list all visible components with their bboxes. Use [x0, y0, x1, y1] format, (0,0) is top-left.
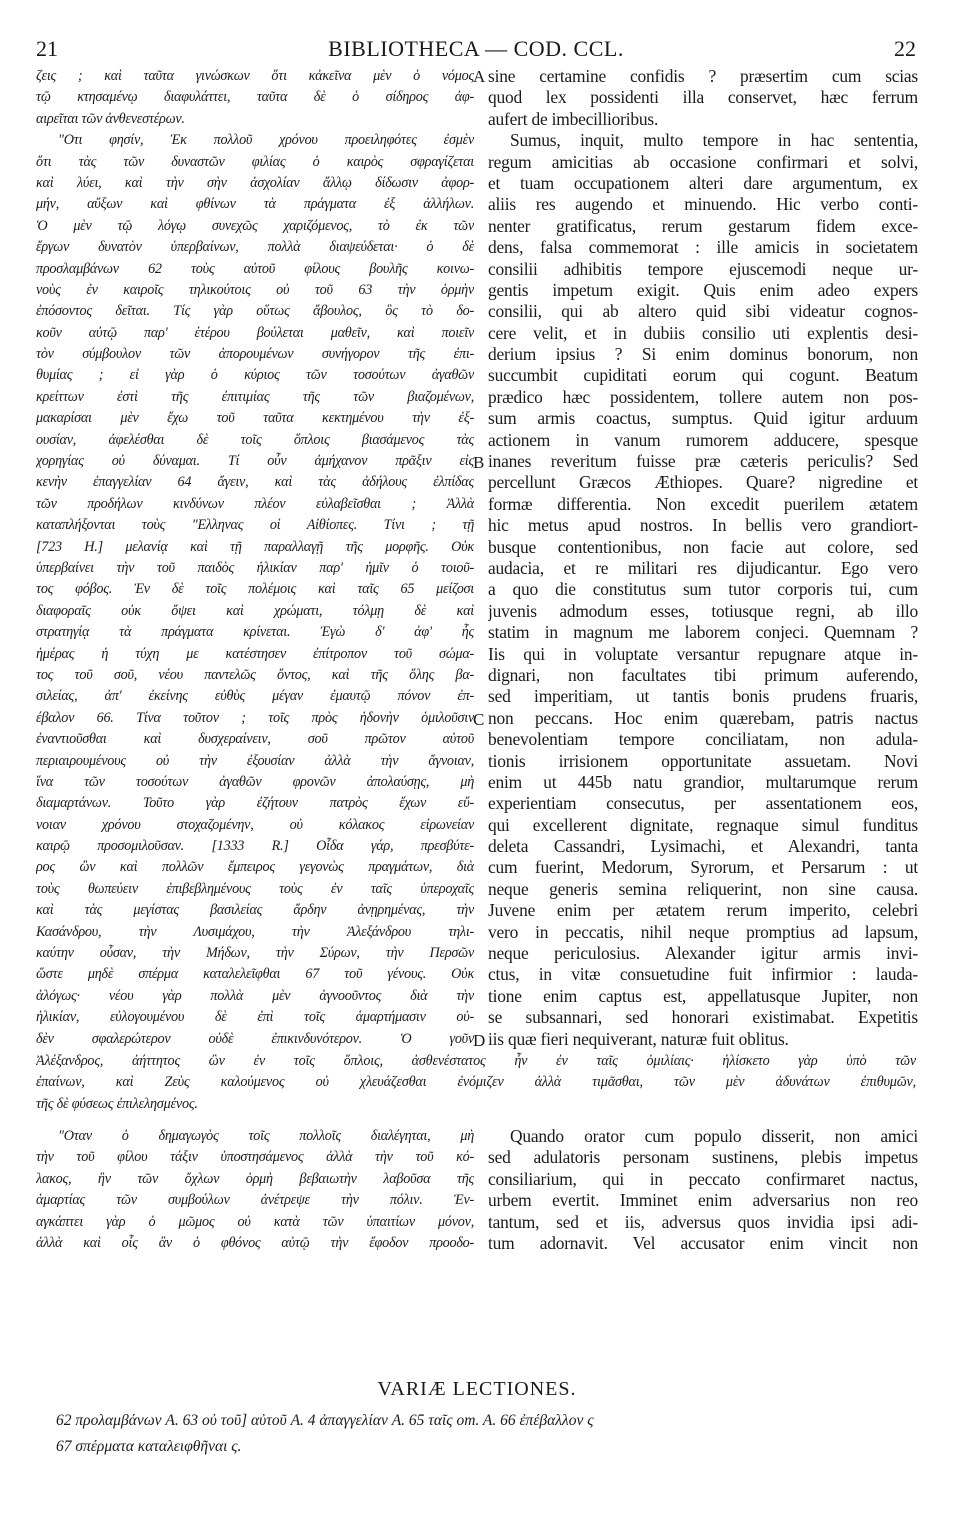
- greek-line: ὑπερβαίνει τὴν τοῦ παιδὸς ἡλικίαν παρ' ἡμῖν ὁ τοιοῦ-: [36, 559, 474, 576]
- margin-letter-d: D: [473, 1031, 486, 1050]
- greek-line: περιαιρουμένους οὐ τὴν ἐξουσίαν ἀλλὰ τὴν ἄγνοιαν,: [36, 752, 474, 769]
- greek-line: ὥστε μηδὲ σπέρμα καταλελεῖφθαι 67 τοῦ γένους. Οὐκ: [36, 966, 474, 983]
- greek-line: κρείττων ἐστὶ τῆς ἐπιτιμίας τῆς τῶν βιαζομένων,: [36, 388, 474, 405]
- greek-line: κοῦν αὐτῷ παρ' ἑτέρου βούλεται μαθεῖν, καὶ ποιεῖν: [36, 324, 474, 341]
- latin-line: qui excellerent dignitate, regnaque simul funditus: [488, 814, 918, 835]
- latin-line: a quo die constitutus sum tutor corporis tui, cum: [488, 579, 918, 600]
- greek-line: τῶν προδήλων κινδύνων πλέον εὐλαβεῖσθαι ; Ἀλλὰ: [36, 495, 474, 512]
- greek-line: καταπλήξονται τοὺς "Ελληνας οἱ Αἰθίοπες. Τίνι ; τῇ: [36, 517, 474, 534]
- greek-line: ἐπόσοντος δεῖται. Τίς γὰρ οὕτως ἄβουλος, ὃς τὸ δο-: [36, 303, 474, 320]
- greek-line: ἁμαρτίας τῶν συμβούλων ἀνέτρεψε τὴν πόλιν. Ἐν-: [36, 1192, 474, 1209]
- greek-line: τος τοῦ σοῦ, νέου παντελῶς ὄντος, καὶ τῆς ὅλης βα-: [36, 666, 474, 683]
- variae-lectiones-title: VARIÆ LECTIONES.: [377, 1378, 577, 1400]
- greek-line: δὲν σφαλερώτερον οὐδὲ ἐπικινδυνότερον. Ὁ γοῦν: [36, 1030, 474, 1047]
- latin-line: dens, falsa commemorat : ille amicis in societatem: [488, 237, 918, 258]
- page-number-right: 22: [894, 36, 916, 61]
- latin-line: urbem evertit. Imminet enim adversarius non reo: [488, 1190, 918, 1211]
- greek-line: έβαλον 66. Τίνα τοῦτον ; τοῖς πρὸς ἡδονὴν ὁμιλοῦσιν: [36, 709, 474, 726]
- greek-line: κενὴν ἐπαγγελίαν 64 ἄγειν, καὶ τὰς ἀδήλους ἐλπίδας: [36, 474, 474, 491]
- variae-lectiones: [56, 1408, 916, 1460]
- latin-line: deleta Cassandri, Lysimachi, et Alexandri, tanta: [488, 836, 918, 857]
- latin-line: sed imperitiam, ut tantis bonis prudens fruaris,: [488, 686, 918, 707]
- latin-line: hic metus apud nostros. In bellis vero grandiort-: [488, 515, 918, 536]
- greek-line: ἔργων δυνατὸν ὑπερβαίνων, πολλὰ διαψεύδεται· ὁ δὲ: [36, 239, 474, 256]
- greek-line: ουσίαν, ἀφελέσθαι δὲ τοῖς ὅπλοις βιασάμενος τὰς: [36, 431, 474, 448]
- latin-line: sine certamine confidis ? præsertim cum scias: [488, 66, 918, 86]
- greek-line: ἡλικίαν, εὐλογουμένου δὲ ἐπὶ τοῖς ἁμαρτήμασιν οὐ-: [36, 1009, 474, 1026]
- latin-line: tum adornavit. Vel accusator enim vincit non: [488, 1232, 918, 1253]
- greek-column-second: [36, 1126, 474, 1254]
- greek-line: ὅτι τὰς τῶν δυναστῶν φιλίας ὁ καιρὸς σφραγίζεται: [36, 153, 474, 170]
- latin-line: cere velit, et in dubiis consilio uti explentis desi-: [488, 322, 918, 343]
- greek-line: λακος, ἣν τῶν ὄχλων ὁρμὴ βεβαιωτὴν λαβοῦσα τῆς: [36, 1170, 474, 1187]
- latin-line: dignari, non facultates tibi primum auferendo,: [488, 664, 918, 685]
- greek-line: Κασάνδρου, τὴν Λυσιμάχου, τὴν Ἀλεξάνδρου τηλι-: [36, 923, 474, 940]
- latin-line: se subsannari, sed honorari existimabat. Expetitis: [488, 1007, 918, 1028]
- variant-reading-line: 62 προλαμβάνων A. 63 οὐ τοῦ] αὐτοῦ A. 4 ἀπαγγελίαν A. 65 ταῖς om. A. 66 ἐπέβαλλον ς: [56, 1412, 594, 1429]
- latin-line: inanes reveritum fuisse præ cæteris periculis? Sed: [488, 451, 918, 472]
- greek-line: καύτην οὖσαν, τὴν Μήδων, τὴν Σύρων, τὴν Περσῶν: [36, 945, 474, 962]
- greek-line: μήν, αὔξων καὶ φθίνων τὰ πράγματα ἐξ ἀλλήλων.: [36, 196, 474, 213]
- greek-line: αγκάπτει γὰρ ὁ μῶμος οὐ κατὰ τῶν ὑπαιτίων μόνον,: [36, 1213, 474, 1230]
- latin-line: tione enim captus est, appellatusque Jupiter, non: [488, 985, 918, 1006]
- latin-line: Iis qui in voluptate versantur repugnare atque in-: [488, 643, 918, 664]
- latin-line: percellunt Græcos Æthiopes. Quare? nigredine et: [488, 472, 918, 493]
- greek-line: τῷ κτησαμένῳ διαφυλάττει, ταῦτα δὲ ὁ σίδηρος ἀφ-: [36, 89, 474, 106]
- latin-line: sum armis coactus, sumptus. Quid igitur arduum: [488, 408, 918, 429]
- latin-column-second: [488, 1126, 918, 1254]
- greek-line: ἀλλὰ καὶ οἷς ἂν ὁ φθόνος αὐτῷ τὴν ἔφοδον προοδο-: [36, 1234, 474, 1251]
- greek-line: ἡμέρας ἡ τύχη με κατέστησεν ἐπίτροπον τοῦ σώμα-: [36, 645, 474, 662]
- greek-line: Ὁ μὲν τῷ λόγῳ συνεχῶς χαριζόμενος, τὸ ἐκ τῶν: [36, 217, 474, 234]
- greek-line: "Οτι φησίν, Ἐκ πολλοῦ χρόνου προειληφότες ἐσμὲν: [58, 132, 474, 149]
- wide-line: τῆς δὲ φύσεως ἐπιλελησμένος.: [36, 1095, 198, 1112]
- page-number-left: 21: [36, 36, 58, 61]
- latin-line: derium ipsius ? Si enim dominus bonorum, non: [488, 344, 918, 365]
- greek-line: τὴν τοῦ φίλου τάξιν ὑποστησάμενος ἀλλὰ τὴν τοῦ κό-: [36, 1149, 474, 1166]
- greek-line: τὸν σύμβουλον τῶν ἀπορουμένων συνήγορον τῆς ἐπι-: [36, 346, 474, 363]
- greek-line: ζεις ; καὶ ταῦτα γινώσκων ὅτι κἀκεῖνα μὲν ὁ νόμος: [36, 68, 474, 84]
- greek-line: ἵνα τῶν τοσούτων ἀγαθῶν φρονῶν ἀπολαύσῃς, μὴ: [36, 773, 474, 790]
- latin-line: consilii, qui ab altero quid sibi videatur cognos-: [488, 301, 918, 322]
- latin-line: benevolentiam tempore conciliatam, non adula-: [488, 729, 918, 750]
- latin-line: busque contentionibus, non facie aut colore, sed: [488, 536, 918, 557]
- latin-line: regum amicitias ab occasione confirmari et solvi,: [488, 151, 918, 172]
- greek-line: νοιαν χρόνου στοχαζομένην, οὐ κόλακος εἰρωνείαν: [36, 816, 474, 833]
- wide-line: Ἀλέξανδρος, ἀήττητος ὢν ἐν τοῖς ὅπλοις, ἀσθενέστατος ἦν ἐν ταῖς ὁμιλίαις· ἡλίσκετο γὰρ ὑπὸ τῶν: [36, 1053, 916, 1069]
- latin-column: [488, 66, 918, 1050]
- latin-line: ctus, in vitæ consuetudine fuit infirmior : lauda-: [488, 964, 918, 985]
- latin-line: tionis irrisionem opportunitate assuetam. Novi: [488, 750, 918, 771]
- greek-line: διαφοραῖς οὐκ ὄψει καὶ χρώματι, τόλμῃ δὲ καὶ: [36, 602, 474, 619]
- greek-line: τοὺς θωπεύειν ἐπιβεβλημένους τοὺς ἐν ταῖς ὑπεροχαῖς: [36, 880, 474, 897]
- full-width-passage: [36, 1051, 916, 1115]
- latin-line: experientiam consecutus, per assentationem eos,: [488, 793, 918, 814]
- greek-line: ἐναντιοῦσθαι καὶ δυσχεραίνειν, σοῦ πρῶτον αὐτοῦ: [36, 731, 474, 748]
- latin-line: prædico hæc possidentem, tollere autem non pos-: [488, 386, 918, 407]
- latin-line: aliis res augendo et minuendo. Hic verbo conti-: [488, 194, 918, 215]
- greek-line: καιρῷ προσομιλοῦσαν. [1333 R.] Οἶδα γάρ, πρεσβύτε-: [36, 838, 474, 855]
- greek-line: προσλαμβάνων 62 τοὺς αὐτοῦ φίλους βουλῆς κοινω-: [36, 260, 474, 277]
- margin-letter-b: B: [473, 453, 485, 472]
- greek-line: [723 H.] μελανίᾳ καὶ τῇ παραλλαγῇ τῆς μορφῆς. Οὐκ: [36, 538, 474, 555]
- variant-reading-line: 67 σπέρματα καταλειφθῆναι ς.: [56, 1438, 242, 1455]
- greek-line: νοὺς ἐν καιροῖς τηλικούτοις οὐ τοῦ 63 τὴν ὁρμὴν: [36, 281, 474, 298]
- greek-line: "Οταν ὁ δημαγωγὸς τοῖς πολλοῖς διαλέγηται, μὴ: [58, 1128, 474, 1144]
- latin-line: formæ differentia. Non excedit puerilem ætatem: [488, 493, 918, 514]
- latin-line: quod lex possidenti illa conservet, hæc ferrum: [488, 87, 918, 108]
- latin-line: Sumus, inquit, multo tempore in hac sententia,: [510, 130, 918, 151]
- greek-line: καὶ τὰς μεγίστας βασιλείας ἄρδην ἀνῃρημένας, τὴν: [36, 902, 474, 919]
- greek-line: αιρεῖται τῶν ἀνθενεστέρων.: [36, 110, 185, 127]
- latin-line: aufert de imbecillioribus.: [488, 108, 659, 129]
- running-title: BIBLIOTHECA — COD. CCL.: [328, 36, 624, 61]
- latin-line: audacia, et re militari res dijudicantur. Ego vero: [488, 557, 918, 578]
- margin-letter-a: A: [473, 67, 486, 86]
- latin-line: neque periculosius. Alexander igitur armis invi-: [488, 943, 918, 964]
- latin-line: sed adulatoris personam sustinens, plebis impetus: [488, 1147, 918, 1168]
- greek-line: θυμίας ; εἰ γὰρ ὁ κύριος τῶν τοσούτων ἀγαθῶν: [36, 367, 474, 384]
- greek-line: τος φόβος. Ἐν δὲ τοῖς πολέμοις καὶ ταῖς 65 μείζοσι: [36, 581, 474, 598]
- greek-line: σιλείας, ἀπ' ἐκείνης εὐθὺς μέγαν ἐμαυτῷ πόνον ἐπ-: [36, 688, 474, 705]
- latin-line: gentis impetum exigit. Quis enim adeo expers: [488, 279, 918, 300]
- latin-line: iis quæ fieri nequiverant, naturæ fuit oblitus.: [488, 1028, 789, 1049]
- latin-line: tantum, sed et iis, adversus quos invidia ipsi adi-: [488, 1211, 918, 1232]
- greek-line: διαμαρτάνων. Τοῦτο γὰρ ἐζήτουν πατρὸς ἔχων εὔ-: [36, 795, 474, 812]
- greek-column: [36, 66, 474, 1050]
- latin-line: vero in peccatis, nihil neque promptius ad lapsum,: [488, 921, 918, 942]
- latin-line: consiliarium, qui in peccato confirmaret nactus,: [488, 1168, 918, 1189]
- latin-line: Juvene enim per ætatem rerum imperito, celebri: [488, 900, 918, 921]
- wide-line: ἐπαίνων, καὶ Ζεὺς καλούμενος οὐ χλευάζεσθαι ἐνόμιζεν ἀλλὰ τιμᾶσθαι, τῶν μὲν ἀδυνάτων ἐπιθυμῶν,: [36, 1074, 916, 1091]
- margin-letter-c: C: [473, 710, 485, 729]
- latin-line: actionem in vanum rumorem adducere, spesque: [488, 429, 918, 450]
- greek-line: ἀλόγως· νέου γὰρ πολλὰ μὲν ἀγνοοῦντος διὰ τὴν: [36, 987, 474, 1004]
- greek-line: χορηγίας οὐ δύναμαι. Τί οὖν ἀμήχανον πρᾶξιν εἰς: [36, 453, 474, 470]
- latin-line: neque generis semina reliquerint, non sine causa.: [488, 878, 918, 899]
- greek-line: στρατηγίᾳ τὰ πράγματα κρίνεται. Ἐγὼ δ' ἀφ' ἧς: [36, 624, 474, 641]
- latin-line: enim ut 445b natu grandior, multarumque rerum: [488, 771, 918, 792]
- latin-line: Quando orator cum populo disserit, non amici: [510, 1126, 918, 1146]
- greek-line: ρος ὢν καὶ πολλῶν ἔμπειρος γεγονὼς πραγμάτων, διὰ: [36, 859, 474, 876]
- greek-line: καὶ λύει, καὶ τὴν σὴν ἀσχολίαν ἄλλῳ δίδωσιν ἀφορ-: [36, 174, 474, 191]
- running-head: [36, 36, 916, 62]
- greek-line: μακαρίσαι μὲν ἔχω τοῦ ταῦτα κεκτημένου τὴν ἐξ-: [36, 410, 474, 427]
- latin-line: consilii adhibitis tempore ejuscemodi neque ur-: [488, 258, 918, 279]
- latin-line: non peccans. Hoc enim quærebam, patris nactus: [488, 707, 918, 728]
- latin-line: et tuam occupationem alteri dare argumentum, ex: [488, 172, 918, 193]
- latin-line: juvenis admodum esses, totiusque regni, ab illo: [488, 600, 918, 621]
- latin-line: statim in magnum me laborem conjeci. Quemnam ?: [488, 622, 918, 643]
- latin-line: nenter gratificatus, rerum gestarum fidem exce-: [488, 215, 918, 236]
- latin-line: cum fuerint, Medorum, Syrorum, et Persarum : ut: [488, 857, 918, 878]
- latin-line: succumbit cupiditati eorum qui cogunt. Beatum: [488, 365, 918, 386]
